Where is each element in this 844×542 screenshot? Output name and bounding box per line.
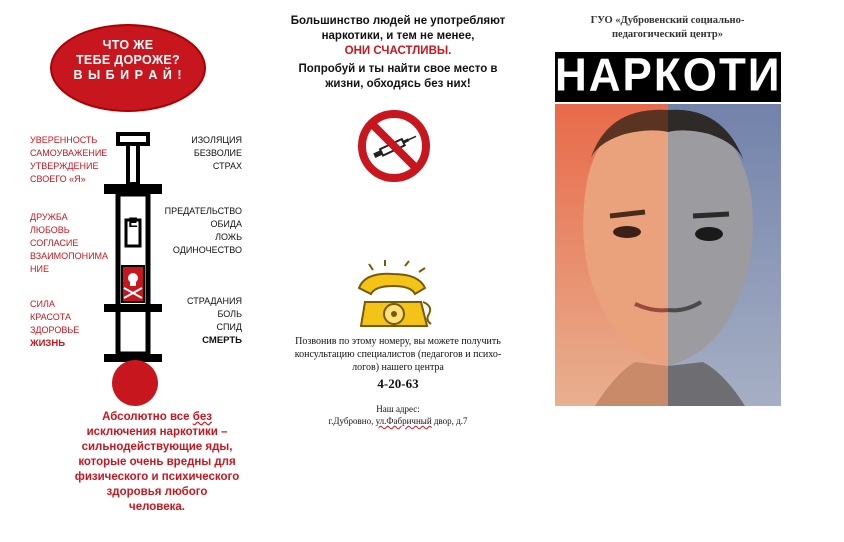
- good-list-3: СИЛА КРАСОТА ЗДОРОВЬЕ ЖИЗНЬ: [30, 299, 80, 349]
- warning-text: Абсолютно все без исключения наркотики – сильнодействующие яды, которые очень вредны для физического и психического здоровья любого человека.: [74, 411, 240, 513]
- cover-portrait: [555, 104, 781, 406]
- address: г.Дубровно, ул.Фабричный двор, д.7: [328, 416, 468, 426]
- phone-number: 4-20-63: [377, 376, 419, 391]
- headline-red: ОНИ СЧАСТЛИВЫ.: [344, 45, 452, 57]
- good-list-1: УВЕРЕННОСТЬ САМОУВАЖЕНИЕ УТВЕРЖДЕНИЕ СВОЕГО «Я»: [30, 135, 108, 184]
- slogan-text: ЧТО ЖЕ ТЕБЕ ДОРОЖЕ? В Ы Б И Р А Й !: [73, 38, 183, 82]
- bad-list-3: СТРАДАНИЯ БОЛЬ СПИД СМЕРТЬ: [160, 295, 242, 347]
- left-panel: [0, 0, 262, 542]
- subheadline: Попробуй и ты найти свое место в жизни, обходясь без них!: [298, 63, 498, 90]
- address-label: Наш адрес:: [376, 404, 420, 414]
- syringe-letter: Е: [128, 214, 138, 230]
- cover-title: НАРКОТИКИ: [555, 49, 844, 102]
- good-list-2: ДРУЖБА ЛЮБОВЬ СОГЛАСИЕ ВЗАИМОПОНИМА НИЕ: [30, 212, 109, 274]
- call-info: Позвонив по этому номеру, вы можете получить консультацию специалистов (педагогов и психо- логов) нашего центра: [294, 336, 502, 373]
- headline: Большинство людей не употребляют наркотики, и тем не менее, ОНИ СЧАСТЛИВЫ.: [278, 14, 518, 59]
- bad-list-2: ПРЕДАТЕЛЬСТВО ОБИДА ЛОЖЬ ОДИНОЧЕСТВО: [164, 206, 242, 255]
- no-drugs-icon: [356, 108, 432, 189]
- bad-last: СМЕРТЬ: [202, 335, 242, 346]
- telephone-icon: [355, 262, 435, 339]
- bad-list-1: ИЗОЛЯЦИЯ БЕЗВОЛИЕ СТРАХ: [191, 135, 242, 171]
- blood-drop-icon: [112, 360, 158, 406]
- good-last: ЖИЗНЬ: [30, 338, 66, 349]
- organization-name: ГУО «Дубровенский социально- педагогический центр»: [590, 15, 745, 40]
